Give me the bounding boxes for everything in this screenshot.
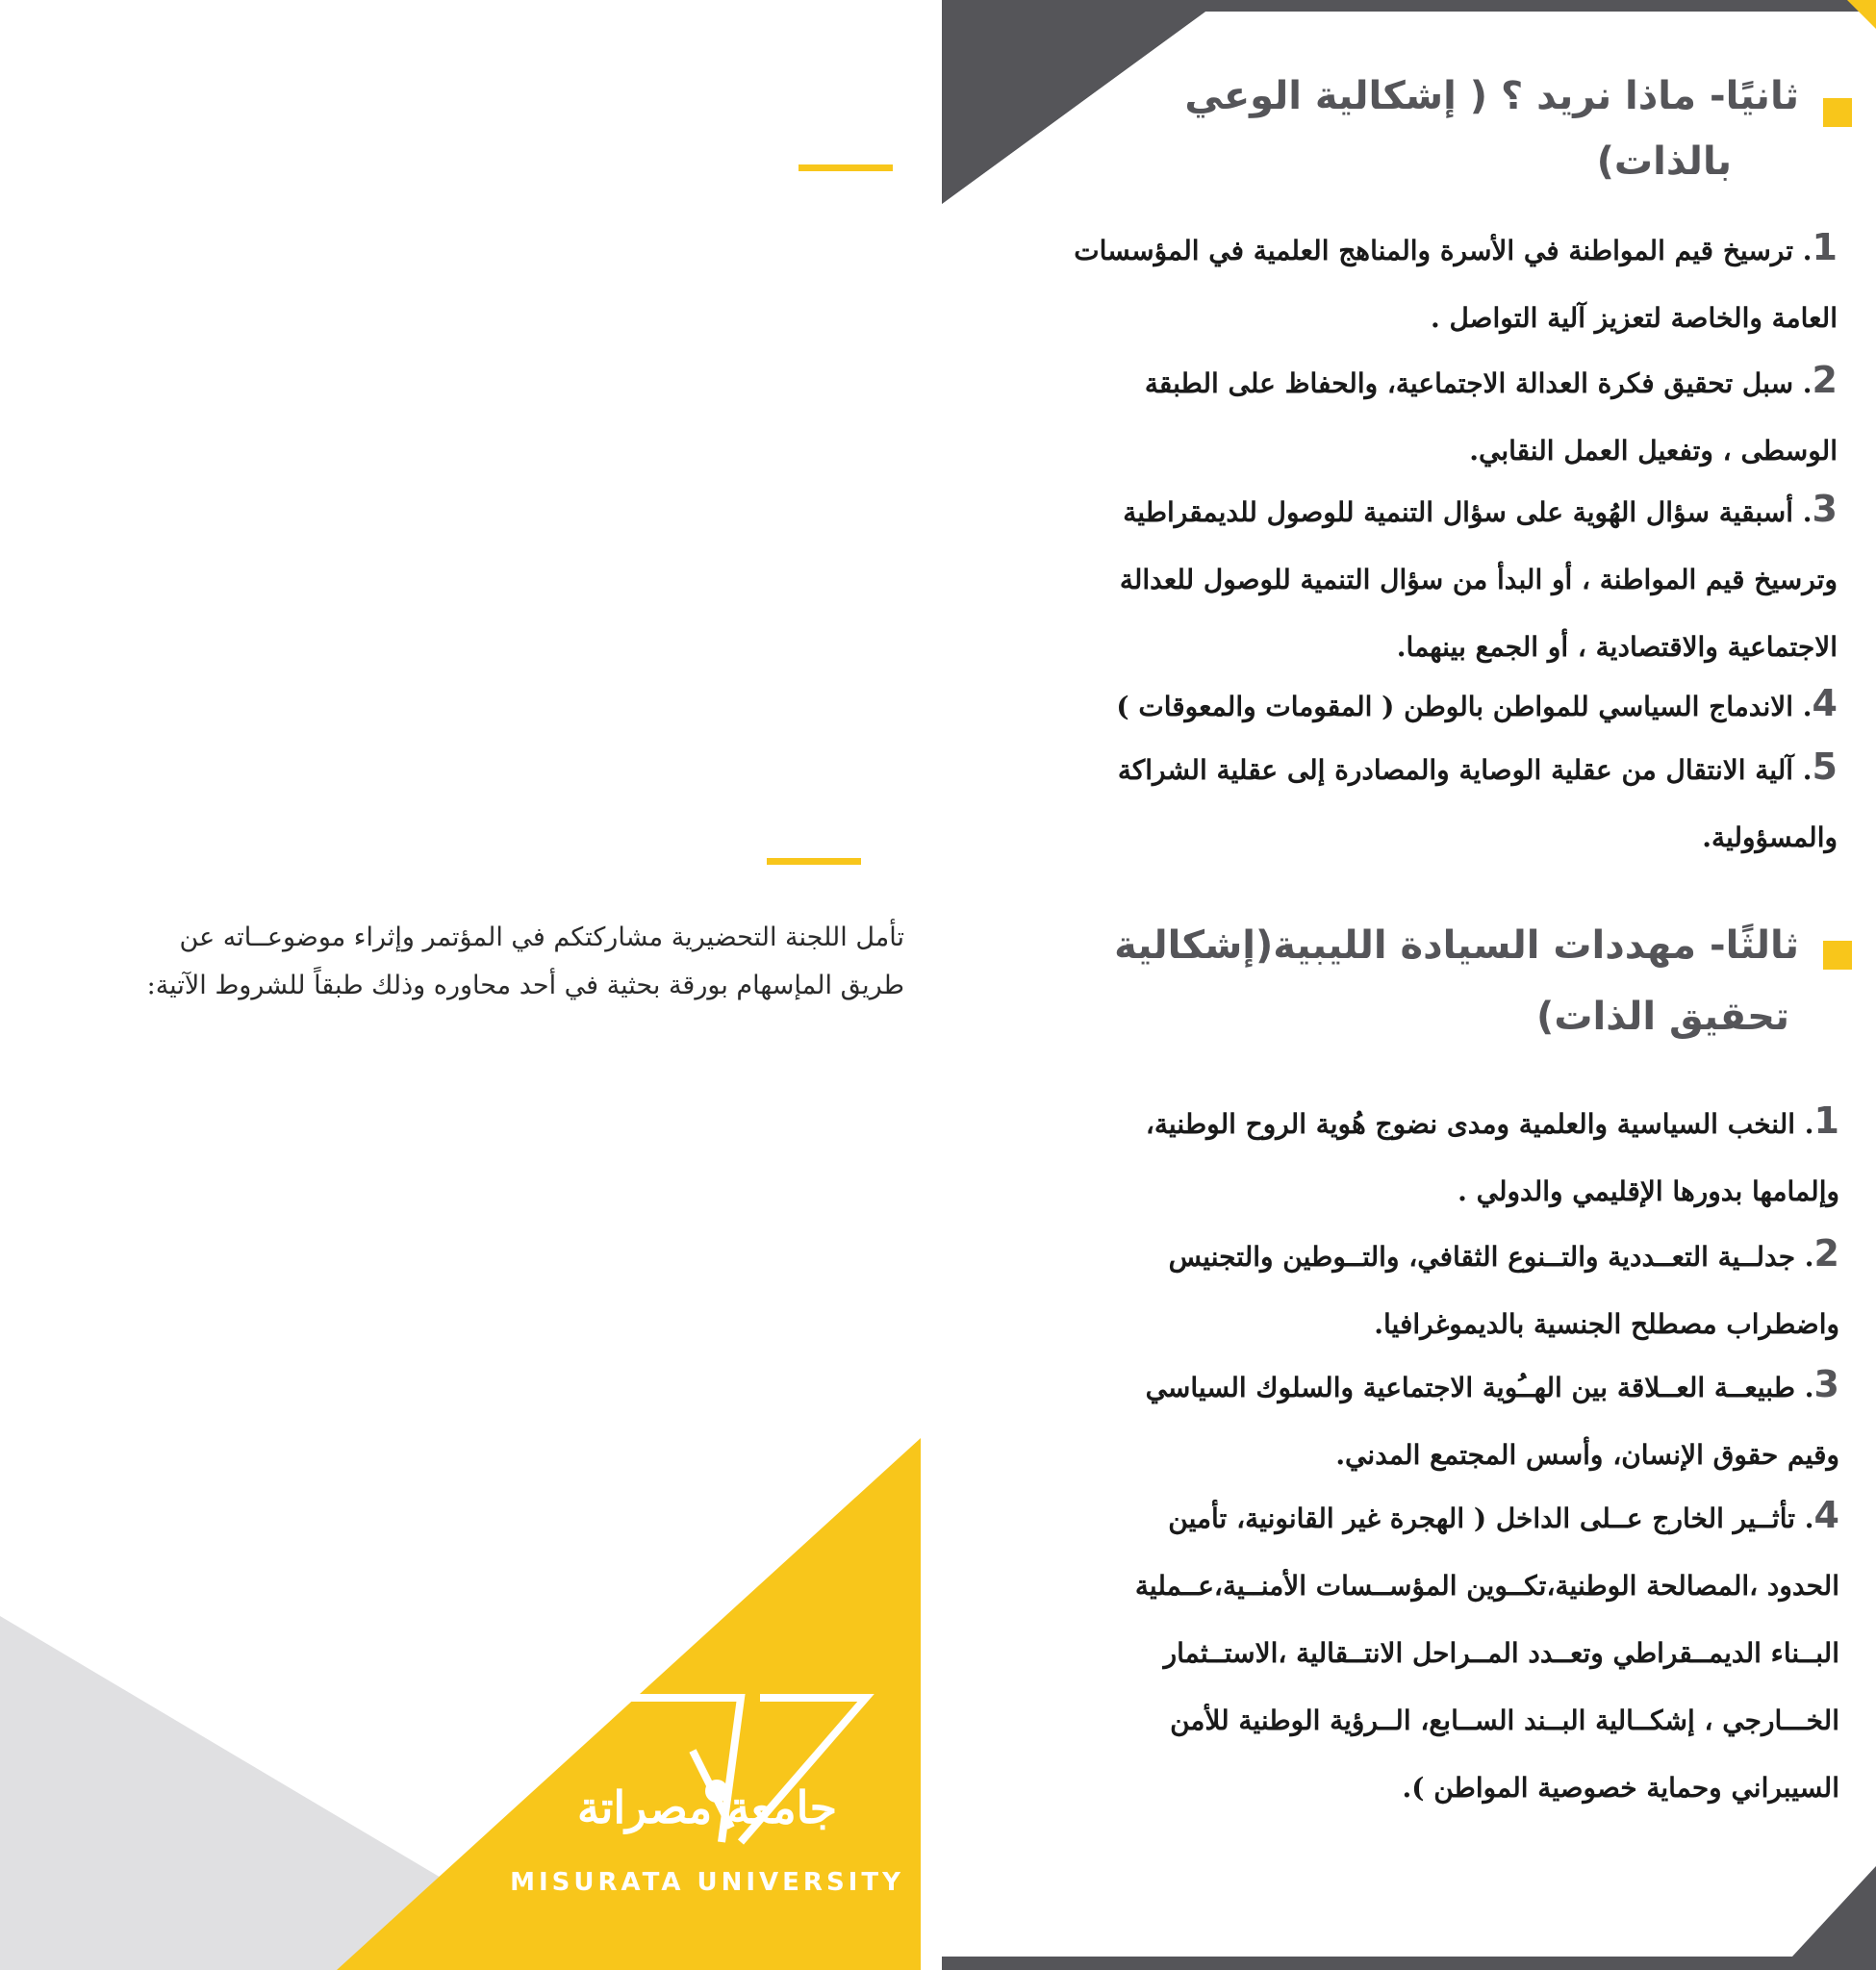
logo-arabic-name: جامعة مصراتة (576, 1781, 838, 1833)
yellow-dash-middle (767, 858, 861, 865)
list-item: 3. طبيعــة العــلاقة بين الهــُوية الاجتماعية والسلوك السياسي وقيم حقوق الإنسان، وأسس المجتمع المدني. (1145, 1363, 1839, 1471)
invitation-paragraph: تأمل اللجنة التحضيرية مشاركتكم في المؤتمر وإثراء موضوعــاته عن طريق المإسهام بورقة بحثية في أحد محاوره وذلك طبقاً للشروط الآتية: (146, 922, 904, 1000)
list-item: 4. الاندماج السياسي للمواطن بالوطن ( المقومات والمعوقات ) (1116, 682, 1838, 724)
heading-square-icon (1823, 98, 1852, 127)
bottom-dark-band (942, 1957, 1876, 1970)
bottom-dark-triangle (1780, 1866, 1876, 1970)
section-two-title: ثانيًا- ماذا نريد ؟ ( إشكالية الوعي بالذات) (1184, 74, 1799, 184)
list-item: 3. أسبقية سؤال الهُوية على سؤال التنمية للوصول للديمقراطية وترسيخ قيم المواطنة ، أو البدأ من سؤال التنمية للوصول للعدالة الاجتماعية والاقتصادية ، أو الجمع بينهما. (1119, 488, 1838, 663)
section-two-heading (933, 63, 1857, 189)
top-right-corner (1847, 0, 1876, 29)
heading-square-icon (1823, 941, 1852, 970)
logo-english-name: MISURATA UNIVERSITY (510, 1868, 904, 1897)
list-item: 2. جدلــية التعــددية والتــنوع الثقافي، والتــوطين والتجنيس واضطراب مصطلح الجنسية بالديموغرافيا. (1168, 1232, 1839, 1340)
list-item: 5. آلية الانتقال من عقلية الوصاية والمصادرة إلى عقلية الشراكة والمسؤولية. (1117, 745, 1838, 853)
list-item: 1. ترسيخ قيم المواطنة في الأسرة والمناهج العلمية في المؤسسات العامة والخاصة لتعزيز آلية التواصل . (1074, 226, 1838, 334)
list-item: 2. سبل تحقيق فكرة العدالة الاجتماعية، والحفاظ على الطبقة الوسطى ، وتفعيل العمل النقابي. (1144, 359, 1838, 467)
list-item: 4. تأثــير الخارج عــلى الداخل ( الهجرة غير القانونية، تأمين الحدود ،المصالحة الوطنية،تكــوين المؤســسات الأمنــية،عــملية البــناء الديمــقراطي وتعــدد المــراحل الانتــقالية ،الاستــثمار الخـــارجي ، إشكــالية البــند الســابع، الــرؤية الوطنية للأمن السيبراني وحماية خصوصية المواطن ). (1134, 1494, 1839, 1804)
university-logo (500, 1683, 914, 1914)
section-three-title: ثالثًا- مهددات السيادة الليبية(إشكالية تحقيق الذات) (1114, 923, 1799, 1039)
yellow-dash-top (799, 164, 893, 171)
section-three-heading (933, 910, 1857, 1039)
list-item: 1. النخب السياسية والعلمية ومدى نضوج هُوية الروح الوطنية، وإلمامها بدورها الإقليمي والدولي . (1145, 1099, 1839, 1207)
